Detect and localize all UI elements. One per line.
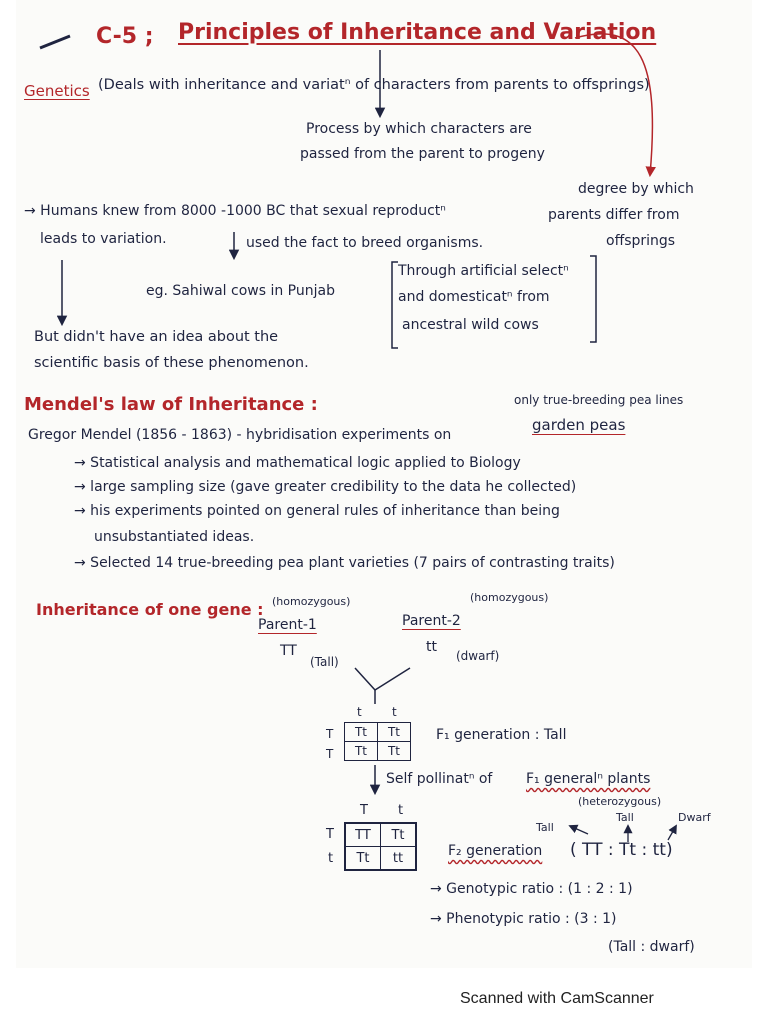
f1-gamete-col-1: t (357, 705, 362, 719)
bracket-line1: Through artificial selectⁿ (398, 263, 569, 279)
f2-cell: tt (381, 847, 417, 871)
f1-cell: Tt (378, 742, 411, 761)
genetics-term: Genetics (24, 82, 90, 100)
f2-label: F₂ generation (448, 843, 543, 859)
f1-punnett-square (344, 722, 411, 761)
f1-cell: Tt (345, 742, 378, 761)
f2-cell: Tt (345, 847, 381, 871)
history-line1: → Humans knew from 8000 -1000 BC that sexual reproductⁿ (24, 203, 446, 219)
genotypic-ratio: → Genotypic ratio : (1 : 2 : 1) (430, 881, 633, 897)
mendel-point-3: → his experiments pointed on general rules of inheritance than being (74, 503, 560, 519)
inheritance-definition-line2: passed from the parent to progeny (300, 146, 545, 162)
mendel-intro: Gregor Mendel (1856 - 1863) - hybridisation experiments on (28, 427, 452, 443)
mendel-point-2: → large sampling size (gave greater credibility to the data he collected) (74, 479, 577, 495)
dwarf-label: Dwarf (678, 811, 711, 824)
breeding-note: used the fact to breed organisms. (246, 235, 484, 251)
genetics-definition: (Deals with inheritance and variatⁿ of characters from parents to offsprings) (98, 77, 650, 93)
tall-label: Tall (536, 821, 554, 834)
f2-gamete-row-1: T (326, 827, 334, 842)
bracket-line2: and domesticatⁿ from (398, 289, 550, 305)
mendel-point-3-cont: unsubstantiated ideas. (94, 529, 255, 545)
f1-result: F₁ generation : Tall (436, 727, 567, 743)
f2-ratio: ( TT : Tt : tt) (570, 840, 673, 860)
f1-cell: Tt (378, 723, 411, 742)
parent1-genotype: TT (280, 643, 297, 659)
variation-definition-line3: offsprings (606, 233, 676, 249)
homozygous-label-2: (homozygous) (470, 591, 549, 604)
variation-definition-line2: parents differ from (548, 207, 680, 223)
parent1-label: Parent-1 (258, 617, 317, 633)
parent2-genotype: tt (426, 639, 437, 655)
f2-cell: Tt (381, 823, 417, 847)
true-breeding-note: only true-breeding pea lines (514, 393, 684, 407)
parent1-phenotype: (Tall) (310, 655, 339, 669)
variation-definition-line1: degree by which (578, 181, 694, 197)
self-pollination-target: F₁ generalⁿ plants (526, 771, 651, 787)
f2-gamete-col-2: t (398, 803, 404, 818)
garden-peas: garden peas (532, 416, 626, 434)
f2-punnett-square (344, 822, 417, 871)
tall-dwarf-ratio-label: (Tall : dwarf) (608, 939, 695, 955)
history-line2: leads to variation. (40, 231, 167, 247)
heterozygous-label: (heterozygous) (578, 795, 662, 808)
tall-small-label: Tall (616, 811, 634, 824)
f2-gamete-row-2: t (328, 851, 334, 866)
camscanner-footer: Scanned with CamScanner (460, 990, 654, 1007)
f1-gamete-row-1: T (326, 727, 334, 741)
mendel-point-4: → Selected 14 true-breeding pea plant varieties (7 pairs of contrasting traits) (74, 555, 615, 571)
self-pollination-prefix: Self pollinatⁿ of (386, 771, 493, 787)
inheritance-definition-line1: Process by which characters are (306, 121, 532, 137)
chapter-number: C-5 ; (96, 24, 154, 49)
mendel-heading: Mendel's law of Inheritance : (24, 394, 318, 415)
example-text: eg. Sahiwal cows in Punjab (146, 283, 335, 299)
f1-cell: Tt (345, 723, 378, 742)
f2-cell: TT (345, 823, 381, 847)
one-gene-heading: Inheritance of one gene : (36, 600, 264, 619)
f1-gamete-row-2: T (326, 747, 334, 761)
scientific-line2: scientific basis of these phenomenon. (34, 355, 309, 371)
bracket-line3: ancestral wild cows (402, 317, 539, 333)
chapter-title: Principles of Inheritance and Variation (178, 20, 657, 45)
mendel-point-1: → Statistical analysis and mathematical logic applied to Biology (74, 455, 521, 471)
f2-gamete-col-1: T (360, 803, 368, 818)
homozygous-label-1: (homozygous) (272, 595, 351, 608)
scientific-line1: But didn't have an idea about the (34, 329, 279, 345)
phenotypic-ratio: → Phenotypic ratio : (3 : 1) (430, 911, 617, 927)
f1-gamete-col-2: t (392, 705, 397, 719)
parent2-label: Parent-2 (402, 613, 461, 629)
parent2-phenotype: (dwarf) (456, 649, 500, 663)
